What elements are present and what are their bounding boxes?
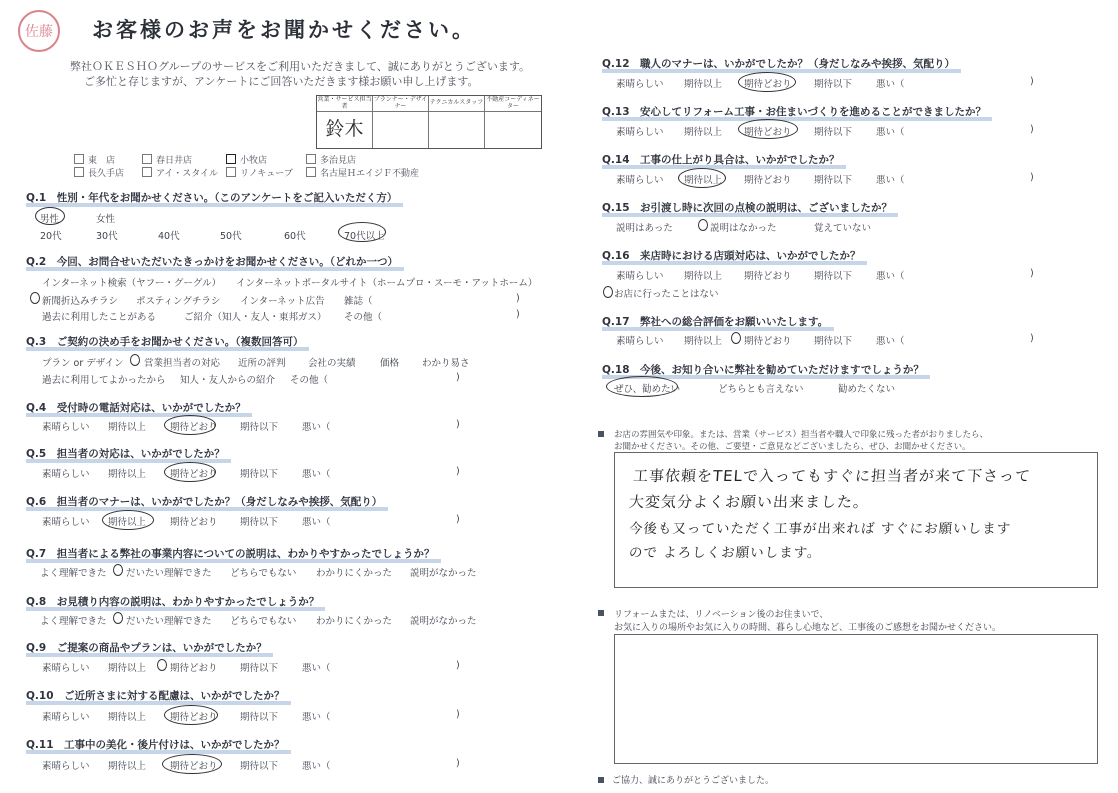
q14-opt-above[interactable]: 期待以上: [684, 175, 723, 186]
q8-label: Q.8 お見積り内容の説明は、わかりやすかったでしょうか？: [26, 594, 325, 609]
q17-opt-above[interactable]: 期待以上: [684, 336, 723, 347]
q1-age-40[interactable]: 40代: [158, 231, 180, 242]
q10-label: Q.10 ご近所さまに対する配慮は、いかがでしたか？: [26, 688, 291, 703]
q11-opt-asexpected[interactable]: 期待どおり: [170, 761, 218, 772]
q16-opt-asexpected[interactable]: 期待どおり: [744, 271, 792, 282]
store-komaki[interactable]: 小牧店: [226, 153, 267, 166]
q2-referral[interactable]: ご紹介（知人・友人・東邦ガス）: [184, 312, 327, 323]
q10-opt-bad[interactable]: 悪い（: [302, 712, 331, 723]
staff-header-technical: テクニカルスタッフ: [429, 96, 485, 112]
q10-opt-asexpected[interactable]: 期待どおり: [170, 712, 218, 723]
q5-label: Q.5 担当者の対応は、いかがでしたか？: [26, 446, 231, 461]
q3-sales-response[interactable]: 営業担当者の対応: [144, 358, 221, 369]
comment1-line-2: 大変気分よくお願い出来ました。: [628, 493, 870, 511]
q7-opt-well[interactable]: よく理解できた: [40, 568, 107, 579]
q1-label: Q.1 性別・年代をお聞かせください。（このアンケートをご記入いただく方）: [26, 190, 403, 205]
q3-track-record[interactable]: 会社の実績: [308, 358, 356, 369]
q6-close: ): [456, 514, 460, 525]
q1-gender-female[interactable]: 女性: [96, 214, 116, 225]
q17-options: [0, 333, 1118, 347]
q6-options: [0, 514, 560, 528]
q6-opt-below[interactable]: 期待以下: [240, 517, 279, 528]
q2-magazine-close: ): [516, 293, 520, 304]
q13-opt-bad[interactable]: 悪い（: [876, 127, 905, 138]
q14-opt-below[interactable]: 期待以下: [814, 175, 853, 186]
q5-opt-excellent[interactable]: 素晴らしい: [42, 469, 90, 480]
q10-close: ): [456, 709, 460, 720]
q7-opt-none[interactable]: 説明がなかった: [410, 568, 477, 579]
q8-opt-mostly[interactable]: だいたい理解できた: [126, 616, 212, 627]
q15-opt-no[interactable]: 説明はなかった: [710, 223, 777, 234]
q6-circle: [102, 510, 154, 530]
q17-opt-asexpected[interactable]: 期待どおり: [744, 336, 792, 347]
comment2-prompt-1: リフォームまたは、リノベーション後のお住まいで、: [614, 610, 829, 620]
q12-opt-asexpected[interactable]: 期待どおり: [744, 79, 792, 90]
q6-opt-excellent[interactable]: 素晴らしい: [42, 517, 90, 528]
q17-opt-bad[interactable]: 悪い（: [876, 336, 905, 347]
q9-opt-above[interactable]: 期待以上: [108, 663, 147, 674]
q13-opt-above[interactable]: 期待以上: [684, 127, 723, 138]
q9-label: Q.9 ご提案の商品やプランは、いかがでしたか？: [26, 640, 273, 655]
q3-sales-mark: [130, 354, 140, 366]
staff-table: [316, 95, 542, 149]
q16-opt-excellent[interactable]: 素晴らしい: [616, 271, 664, 282]
intro-line-1: 弊社ＯＫＥＳＨＯグループのサービスをご利用いただきまして、誠にありがとうございます。: [70, 60, 531, 73]
q6-opt-asexpected[interactable]: 期待どおり: [170, 517, 218, 528]
q8-opt-none[interactable]: 説明がなかった: [410, 616, 477, 627]
comment2-bullet: [598, 610, 604, 616]
q8-options: [0, 613, 560, 627]
q14-opt-bad[interactable]: 悪い（: [876, 175, 905, 186]
q18-label: Q.18 今後、お知り合いに弊社を勧めていただけますでしょうか？: [602, 362, 930, 377]
store-nagoya-realestate[interactable]: 名古屋ＨエイジＦ不動産: [306, 166, 419, 179]
q3-used-before[interactable]: 過去に利用してよかったから: [42, 375, 166, 386]
q1-age-60[interactable]: 60代: [284, 231, 306, 242]
q18-opt-not-recommend[interactable]: 勧めたくない: [838, 384, 896, 395]
q1-age-30[interactable]: 30代: [96, 231, 118, 242]
q3-referral[interactable]: 知人・友人からの紹介: [180, 375, 276, 386]
q3-price[interactable]: 価格: [380, 358, 400, 369]
q4-close: ): [456, 419, 460, 430]
q6-label: Q.6 担当者のマナーは、いかがでしたか？（身だしなみや挨拶、気配り）: [26, 494, 388, 509]
q16-label: Q.16 来店時における店頭対応は、いかがでしたか？: [602, 248, 867, 263]
q6-opt-above[interactable]: 期待以上: [108, 517, 147, 528]
q11-opt-bad[interactable]: 悪い（: [302, 761, 331, 772]
q10-opt-above[interactable]: 期待以上: [108, 712, 147, 723]
q17-opt-excellent[interactable]: 素晴らしい: [616, 336, 664, 347]
q9-mark: [157, 659, 167, 671]
q4-options: [0, 419, 560, 433]
q13-label: Q.13 安心してリフォーム工事・お住まいづくりを進めることができましたか？: [602, 104, 992, 119]
q13-close: ): [1030, 124, 1034, 135]
q10-options: [0, 709, 560, 723]
q9-opt-excellent[interactable]: 素晴らしい: [42, 663, 90, 674]
q1-age-70plus[interactable]: 70代以上: [344, 231, 385, 242]
q14-close: ): [1030, 172, 1034, 183]
q11-label: Q.11 工事中の美化・後片付けは、いかがでしたか？: [26, 737, 291, 752]
q12-opt-bad[interactable]: 悪い（: [876, 79, 905, 90]
q9-options: [0, 660, 560, 674]
q4-opt-asexpected[interactable]: 期待どおり: [170, 422, 218, 433]
q13-options: [0, 124, 1118, 138]
q11-opt-excellent[interactable]: 素晴らしい: [42, 761, 90, 772]
q12-opt-excellent[interactable]: 素晴らしい: [616, 79, 664, 90]
staff-header-realestate: 不動産コーディネーター: [485, 96, 541, 112]
q5-options: [0, 466, 560, 480]
q8-opt-unclear[interactable]: わかりにくかった: [316, 616, 393, 627]
q10-circle: [164, 705, 218, 725]
q10-opt-excellent[interactable]: 素晴らしい: [42, 712, 90, 723]
q15-label: Q.15 お引渡し時に次回の点検の説明は、ございましたか？: [602, 200, 898, 215]
q13-opt-below[interactable]: 期待以下: [814, 127, 853, 138]
q2-posting-flyer[interactable]: ポスティングチラシ: [136, 296, 221, 307]
q15-mark: [698, 219, 708, 231]
q5-opt-asexpected[interactable]: 期待どおり: [170, 469, 218, 480]
q18-opt-recommend[interactable]: ぜひ、勧めたい: [614, 384, 681, 395]
q16-opt-never-visited[interactable]: お店に行ったことはない: [614, 289, 719, 300]
q4-circle: [164, 415, 216, 435]
q1-age-50[interactable]: 50代: [220, 231, 242, 242]
q12-close: ): [1030, 76, 1034, 87]
q18-options: [0, 381, 1118, 395]
q5-opt-bad[interactable]: 悪い（: [302, 469, 331, 480]
q7-opt-unclear[interactable]: わかりにくかった: [316, 568, 393, 579]
q17-mark: [731, 332, 741, 344]
q3-reputation[interactable]: 近所の評判: [238, 358, 286, 369]
q14-options: [0, 172, 1118, 186]
q2-label: Q.2 今回、お問合せいただいたきっかけをお聞かせください。（どれか一つ）: [26, 254, 404, 269]
q3-other[interactable]: その他（: [290, 375, 329, 386]
q9-close: ): [456, 660, 460, 671]
q13-circle: [738, 119, 798, 139]
q13-opt-excellent[interactable]: 素晴らしい: [616, 127, 664, 138]
q16-opt-below[interactable]: 期待以下: [814, 271, 853, 282]
q16-opt-above[interactable]: 期待以上: [684, 271, 723, 282]
q8-opt-neither[interactable]: どちらでもない: [230, 616, 297, 627]
comment1-line-4: ので よろしくお願いします。: [628, 545, 823, 561]
q2-newspaper-mark: [30, 292, 40, 304]
q8-opt-well[interactable]: よく理解できた: [40, 616, 107, 627]
q1-age-20[interactable]: 20代: [40, 231, 62, 242]
q12-circle: [738, 72, 796, 92]
q11-close: ): [456, 758, 460, 769]
q17-label: Q.17 弊社への総合評価をお願いいたします。: [602, 314, 834, 329]
footer-thanks: ご協力、誠にありがとうございました。: [612, 776, 775, 786]
q7-label: Q.7 担当者による弊社の事業内容についての説明は、わかりやすかったでしょうか？: [26, 546, 441, 561]
q7-mark: [113, 564, 123, 576]
store-kasugai[interactable]: 春日井店: [142, 153, 192, 166]
q5-circle: [164, 462, 216, 482]
q4-opt-excellent[interactable]: 素晴らしい: [42, 422, 90, 433]
q3-label: Q.3 ご契約の決め手をお聞かせください。（複数回答可）: [26, 334, 309, 349]
comment1-line-3: 今後も又っていただく工事が出来れば すぐにお願いします: [628, 521, 1012, 537]
q3-clarity[interactable]: わかり易さ: [422, 358, 470, 369]
comment1-box[interactable]: [614, 452, 1098, 588]
q3-plan-design[interactable]: プラン or デザイン: [42, 358, 124, 369]
q15-opt-yes[interactable]: 説明はあった: [616, 223, 673, 234]
store-tajimi[interactable]: 多治見店: [306, 153, 356, 166]
seal-stamp: 佐藤: [18, 10, 60, 52]
staff-header-planner: プランナー・デザイナー: [373, 96, 429, 112]
q2-internet-ad[interactable]: インターネット広告: [240, 296, 325, 307]
q15-options: [0, 220, 1118, 234]
q18-opt-neither[interactable]: どちらとも言えない: [718, 384, 804, 395]
q12-opt-below[interactable]: 期待以下: [814, 79, 853, 90]
store-istyle[interactable]: アイ・スタイル: [142, 166, 218, 179]
store-nagakute[interactable]: 長久手店: [74, 166, 124, 179]
q12-label: Q.12 職人のマナーは、いかがでしたか？（身だしなみや挨拶、気配り）: [602, 56, 961, 71]
q15-opt-dontremember[interactable]: 覚えていない: [814, 223, 872, 234]
q4-opt-below[interactable]: 期待以下: [240, 422, 279, 433]
q2-newspaper-flyer[interactable]: 新聞折込みチラシ: [42, 296, 119, 307]
q2-portal-site[interactable]: インターネットポータルサイト（ホームプロ・スーモ・アットホーム）: [236, 278, 538, 289]
q13-opt-asexpected[interactable]: 期待どおり: [744, 127, 792, 138]
q12-options: [0, 76, 1118, 90]
q4-opt-above[interactable]: 期待以上: [108, 422, 147, 433]
q14-label: Q.14 工事の仕上がり具合は、いかがでしたか？: [602, 152, 846, 167]
q9-opt-bad[interactable]: 悪い（: [302, 663, 331, 674]
q5-opt-above[interactable]: 期待以上: [108, 469, 147, 480]
q2-other-close: ): [516, 309, 520, 320]
footer-bullet: [598, 777, 604, 783]
store-higashi[interactable]: 東 店: [74, 153, 115, 166]
q2-internet-search[interactable]: インターネット検索（ヤフー・グーグル）: [42, 278, 222, 289]
q11-circle: [162, 754, 222, 774]
q18-circle: [606, 376, 681, 397]
q6-opt-bad[interactable]: 悪い（: [302, 517, 331, 528]
q5-opt-below[interactable]: 期待以下: [240, 469, 279, 480]
q2-other[interactable]: その他（: [344, 312, 383, 323]
q14-opt-excellent[interactable]: 素晴らしい: [616, 175, 664, 186]
comment1-prompt-2: お聞かせください。その他、ご要望・ご意見などございましたら、ぜひ、お聞かせください。: [614, 442, 971, 452]
q17-opt-below[interactable]: 期待以下: [814, 336, 853, 347]
q11-opt-above[interactable]: 期待以上: [108, 761, 147, 772]
q7-opt-neither[interactable]: どちらでもない: [230, 568, 297, 579]
store-renocube[interactable]: リノキューブ: [226, 166, 293, 179]
q16-options: [0, 268, 1118, 282]
intro-line-2: ご多忙と存じますが、アンケートにご回答いただきます様お願い申し上げます。: [84, 75, 479, 88]
q9-opt-below[interactable]: 期待以下: [240, 663, 279, 674]
q5-close: ): [456, 466, 460, 477]
comment2-box[interactable]: [614, 634, 1098, 764]
q4-opt-bad[interactable]: 悪い（: [302, 422, 331, 433]
q2-magazine[interactable]: 雑誌（: [344, 296, 373, 307]
q7-options: [0, 565, 560, 579]
q14-circle: [678, 168, 726, 188]
q1-gender-male[interactable]: 男性: [40, 214, 60, 225]
q2-used-before[interactable]: 過去に利用したことがある: [42, 312, 157, 323]
comment1-prompt-1: お店の雰囲気や印象。または、営業（サービス）担当者や職人で印象に残った者がおりましたら、: [614, 430, 989, 440]
q16-close: ): [1030, 268, 1034, 279]
comment2-prompt-2: お気に入りの場所やお気に入りの時間、暮らし心地など、工事後のご感想をお聞かせください。: [614, 623, 1002, 633]
q11-options: [0, 758, 560, 772]
q3-other-close: ): [456, 372, 460, 383]
q10-opt-below[interactable]: 期待以下: [240, 712, 279, 723]
q9-opt-asexpected[interactable]: 期待どおり: [170, 663, 218, 674]
q14-opt-asexpected[interactable]: 期待どおり: [744, 175, 792, 186]
staff-sales-name[interactable]: 鈴木: [317, 112, 373, 148]
q12-opt-above[interactable]: 期待以上: [684, 79, 723, 90]
staff-header-sales: 営業・サービス担当者: [317, 96, 373, 112]
q8-mark: [113, 612, 123, 624]
q17-close: ): [1030, 333, 1034, 344]
q16-opt-bad[interactable]: 悪い（: [876, 271, 905, 282]
page-title: お客様のお声をお聞かせください。: [92, 18, 476, 42]
comment1-line-1: 工事依頼をTELで入ってもすぐに担当者が来て下さって: [632, 467, 1032, 485]
q16-mark: [603, 286, 613, 298]
q7-opt-mostly[interactable]: だいたい理解できた: [126, 568, 212, 579]
q11-opt-below[interactable]: 期待以下: [240, 761, 279, 772]
comment1-bullet: [598, 431, 604, 437]
q4-label: Q.4 受付時の電話対応は、いかがでしたか？: [26, 400, 252, 415]
